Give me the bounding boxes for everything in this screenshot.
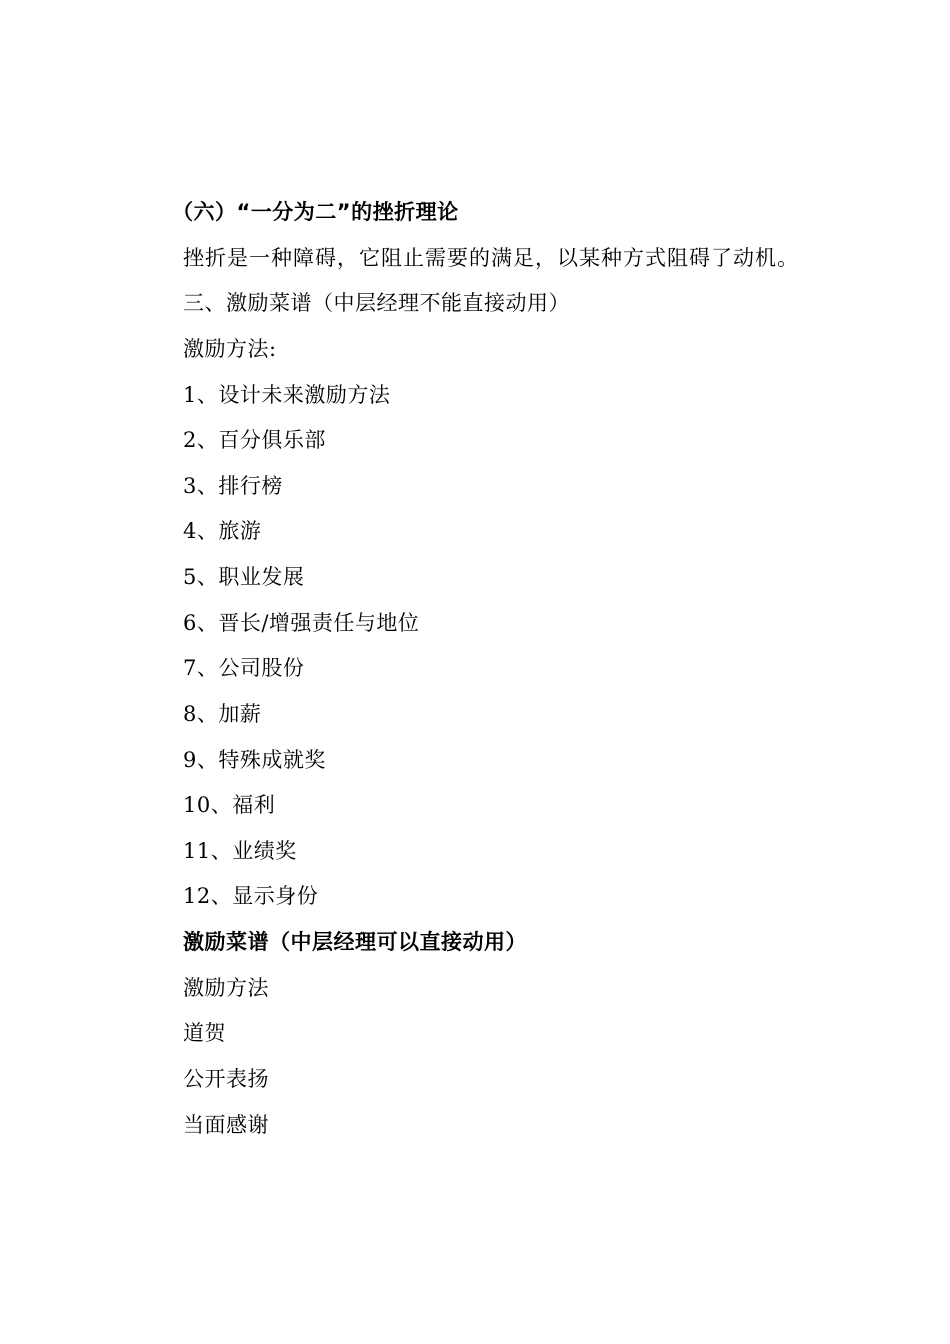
list-item: 道贺: [183, 1021, 226, 1045]
list-item: 4、旅游: [183, 519, 262, 543]
list-item: 2、百分俱乐部: [183, 428, 326, 452]
list-item: 8、加薪: [183, 702, 262, 726]
list-item: 公开表扬: [183, 1067, 269, 1091]
list-item: 11、业绩奖: [183, 839, 297, 863]
section-six-heading: （六）“一分为二”的挫折理论: [172, 200, 459, 224]
list-item: 6、晋长/增强责任与地位: [183, 611, 420, 635]
list-item: 1、设计未来激励方法: [183, 383, 391, 407]
list-item: 12、显示身份: [183, 884, 319, 908]
list-item: 当面感谢: [183, 1113, 269, 1137]
section-direct-heading: 激励菜谱（中层经理可以直接动用）: [183, 930, 527, 954]
direct-methods-label: 激励方法: [183, 976, 269, 1000]
frustration-definition: 挫折是一种障碍，它阻止需要的满足，以某种方式阻碍了动机。: [183, 246, 799, 270]
list-item: 5、职业发展: [183, 565, 305, 589]
list-item: 7、公司股份: [183, 656, 305, 680]
list-item: 10、福利: [183, 793, 276, 817]
section-three-heading: 三、激励菜谱（中层经理不能直接动用）: [183, 291, 570, 315]
list-item: 9、特殊成就奖: [183, 748, 326, 772]
list-item: 3、排行榜: [183, 474, 283, 498]
methods-label: 激励方法:: [183, 337, 277, 361]
